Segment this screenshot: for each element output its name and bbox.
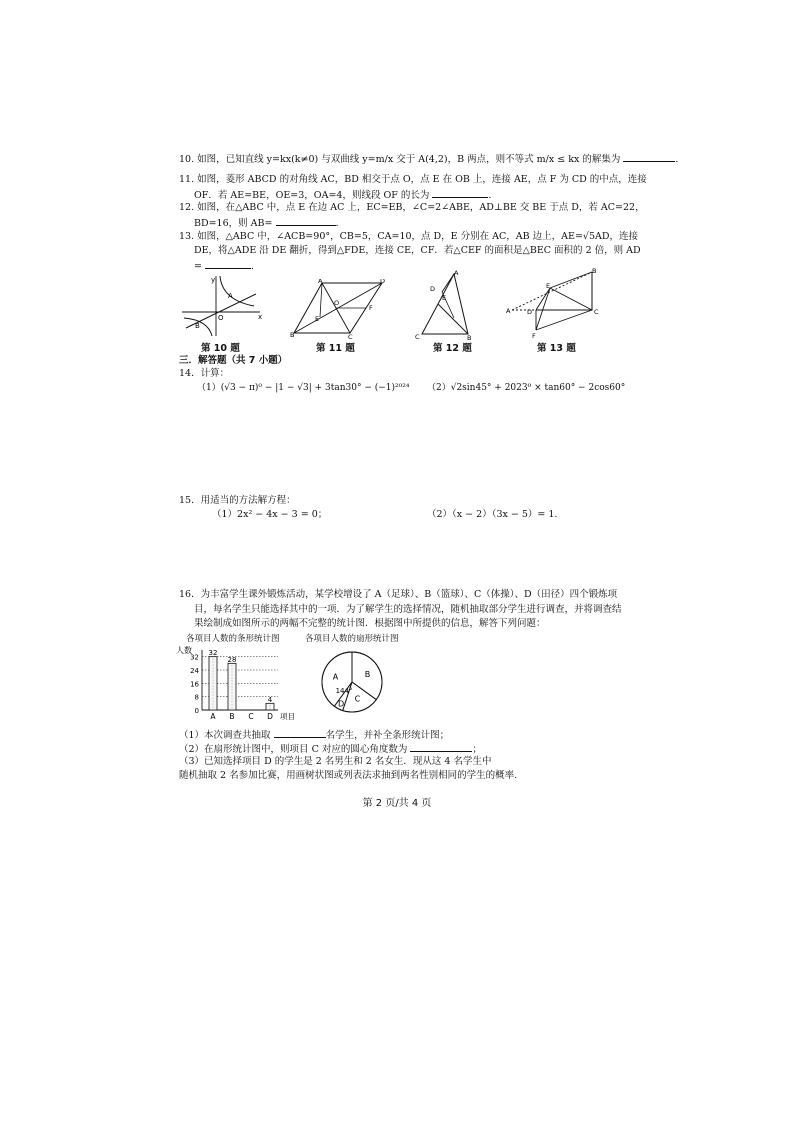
y-tick-label: 24 (190, 667, 199, 675)
question-15-title: 15．用适当的方法解方程： (179, 495, 296, 506)
segment-CE (550, 288, 592, 310)
segment-CF (536, 310, 592, 330)
question-16-line2: 目，每名学生只能选择其中的一项．为了解学生的选择情况，随机抽取部分学生进行调查，并将调查结 (194, 604, 622, 615)
segment-AE (320, 283, 322, 317)
answer-blank-16-1[interactable] (274, 727, 326, 738)
figure-11 (290, 279, 386, 339)
label-D: D (380, 279, 386, 285)
figure-12 (414, 270, 472, 340)
answer-blank-13[interactable] (205, 258, 251, 269)
pie-chart (316, 650, 392, 714)
question-10: 10. 如图，已知直线 y=kx(k≠0) 与双曲线 y=m/x 交于 A(4,2)，B 两点，则不等式 m/x ≤ kx 的解集为 . (179, 151, 678, 166)
label-B: B (592, 268, 597, 275)
segment-EB (550, 272, 592, 288)
label-D: D (430, 285, 436, 293)
pie-chart-title: 各项目人数的扇形统计图 (305, 634, 399, 644)
label-B: B (195, 322, 200, 330)
question-16-sub3: （3）已知选择项目 D 的学生是 2 名男生和 2 名女生．现从这 4 名学生中 (179, 756, 492, 767)
label-B: B (467, 334, 472, 340)
pie-label-A: A (332, 672, 339, 682)
pie-label-B: B (364, 670, 371, 680)
label-O: O (334, 299, 340, 307)
triangle-ABC (422, 274, 468, 334)
segment-EF (536, 288, 550, 330)
label-A: A (228, 292, 233, 300)
label-x: x (258, 313, 263, 321)
label-B: B (290, 331, 295, 339)
segment-AD (442, 274, 454, 292)
answer-blank-10[interactable] (623, 151, 675, 162)
label-E: E (546, 282, 551, 290)
question-12-line2: BD=16，则 AB= . (194, 215, 339, 230)
page-footer: 第 2 页/共 4 页 (362, 798, 432, 809)
label-F: F (532, 332, 536, 340)
x-tick-label-A: A (210, 712, 216, 721)
figure-13 (506, 268, 602, 340)
label-C: C (348, 333, 353, 339)
label-F: F (369, 304, 373, 312)
bar-chart (174, 644, 304, 722)
segment-AB-dashed (512, 272, 592, 310)
section-3-heading: 三．解答题（共 7 小题） (179, 355, 288, 366)
y-tick-label: 32 (190, 653, 199, 662)
question-11-line2: OF．若 AE=BE，OE=3，OA=4，则线段 OF 的长为 . (194, 187, 491, 202)
caption-12: 第 12 题 (433, 343, 472, 354)
question-11-line1: 11. 如图，菱形 ABCD 的对角线 AC，BD 相交于点 O，点 E 在 OB 上，连接 AE，点 F 为 CD 的中点，连接 (179, 174, 647, 185)
x-tick-label-B: B (229, 712, 235, 721)
hyperbola-branch-1 (220, 276, 254, 306)
label-E: E (315, 315, 320, 323)
data-label-D: 4 (267, 695, 273, 704)
figure-10 (180, 272, 264, 338)
label-A: A (318, 279, 323, 285)
x-axis-label: 项目 (280, 712, 295, 721)
question-14-part2: （2）√2sin45° + 2023⁰ × tan60° − 2cos60° (427, 383, 626, 393)
x-tick-label-D: D (267, 712, 273, 721)
segment-DE (536, 288, 550, 310)
question-16-line3: 果绘制成如图所示的两幅不完整的统计图．根据图中所提供的信息，解答下列问题： (194, 618, 546, 629)
question-16-sub3-cont: 随机抽取 2 名参加比赛，用画树状图或列表法求抽到两名性别相同的学生的概率. (179, 770, 518, 781)
label-C: C (415, 333, 420, 340)
label-y: y (211, 276, 216, 284)
y-tick-label: 16 (190, 680, 199, 689)
label-A: A (454, 270, 459, 277)
caption-11: 第 11 题 (316, 343, 355, 354)
label-O: O (218, 314, 224, 322)
pie-label-C: C (354, 694, 361, 704)
bar-chart-title: 各项目人数的条形统计图 (186, 634, 280, 644)
segment-BE (438, 304, 468, 334)
question-16-sub2: （2）在扇形统计图中，则项目 C 对应的圆心角度数为 ； (179, 741, 482, 756)
data-label-B: 28 (227, 655, 237, 664)
label-A: A (506, 307, 511, 315)
question-16-sub1: （1）本次调查共抽取 名学生，并补全条形统计图； (179, 727, 449, 742)
y-tick-label: 0 (194, 707, 199, 715)
answer-blank-11[interactable] (432, 187, 488, 198)
question-14-title: 14．计算： (179, 368, 230, 379)
question-16-line1: 16．为丰富学生课外锻炼活动，某学校增设了 A（足球）、B（篮球）、C（体操）、D（田径）四个锻炼项 (179, 589, 618, 600)
x-tick-label-C: C (248, 712, 254, 721)
question-13-line2: DE，将△ADE 沿 DE 翻折，得到△FDE，连接 CE，CF．若△CEF 的面积是△BEC 面积的 2 倍，则 AD (194, 245, 641, 256)
answer-blank-12[interactable] (276, 215, 336, 226)
answer-blank-16-2[interactable] (410, 741, 472, 752)
question-13-line1: 13. 如图，△ABC 中，∠ACB=90°，CB=5，CA=10，点 D，E 分别在 AC，AB 边上，AE=√5AD，连接 (179, 231, 638, 242)
pie-label-D: D (338, 699, 345, 709)
data-label-A: 32 (208, 649, 218, 658)
y-axis-label: 人数 (176, 646, 192, 655)
caption-10: 第 10 题 (201, 343, 240, 354)
question-15-part2: （2）（x − 2）（3x − 5）= 1. (427, 509, 558, 520)
label-D: D (527, 308, 533, 316)
question-14-part1: （1）(√3 − π)⁰ − |1 − √3| + 3tan30° − (−1)²⁰²⁴ (197, 383, 410, 393)
label-E: E (442, 294, 447, 302)
pie-angle-label: 144° (335, 687, 353, 695)
question-12-line1: 12. 如图，在△ABC 中，点 E 在边 AC 上，EC=EB，∠C=2∠ABE，AD⊥BE 交 BE 于点 D，若 AC=22， (179, 202, 645, 213)
question-15-part1: （1）2x² − 4x − 3 = 0； (212, 509, 328, 520)
label-C: C (594, 308, 599, 316)
y-tick-label: 8 (194, 693, 199, 702)
caption-13: 第 13 题 (537, 343, 576, 354)
question-13-line3: = . (194, 258, 254, 273)
